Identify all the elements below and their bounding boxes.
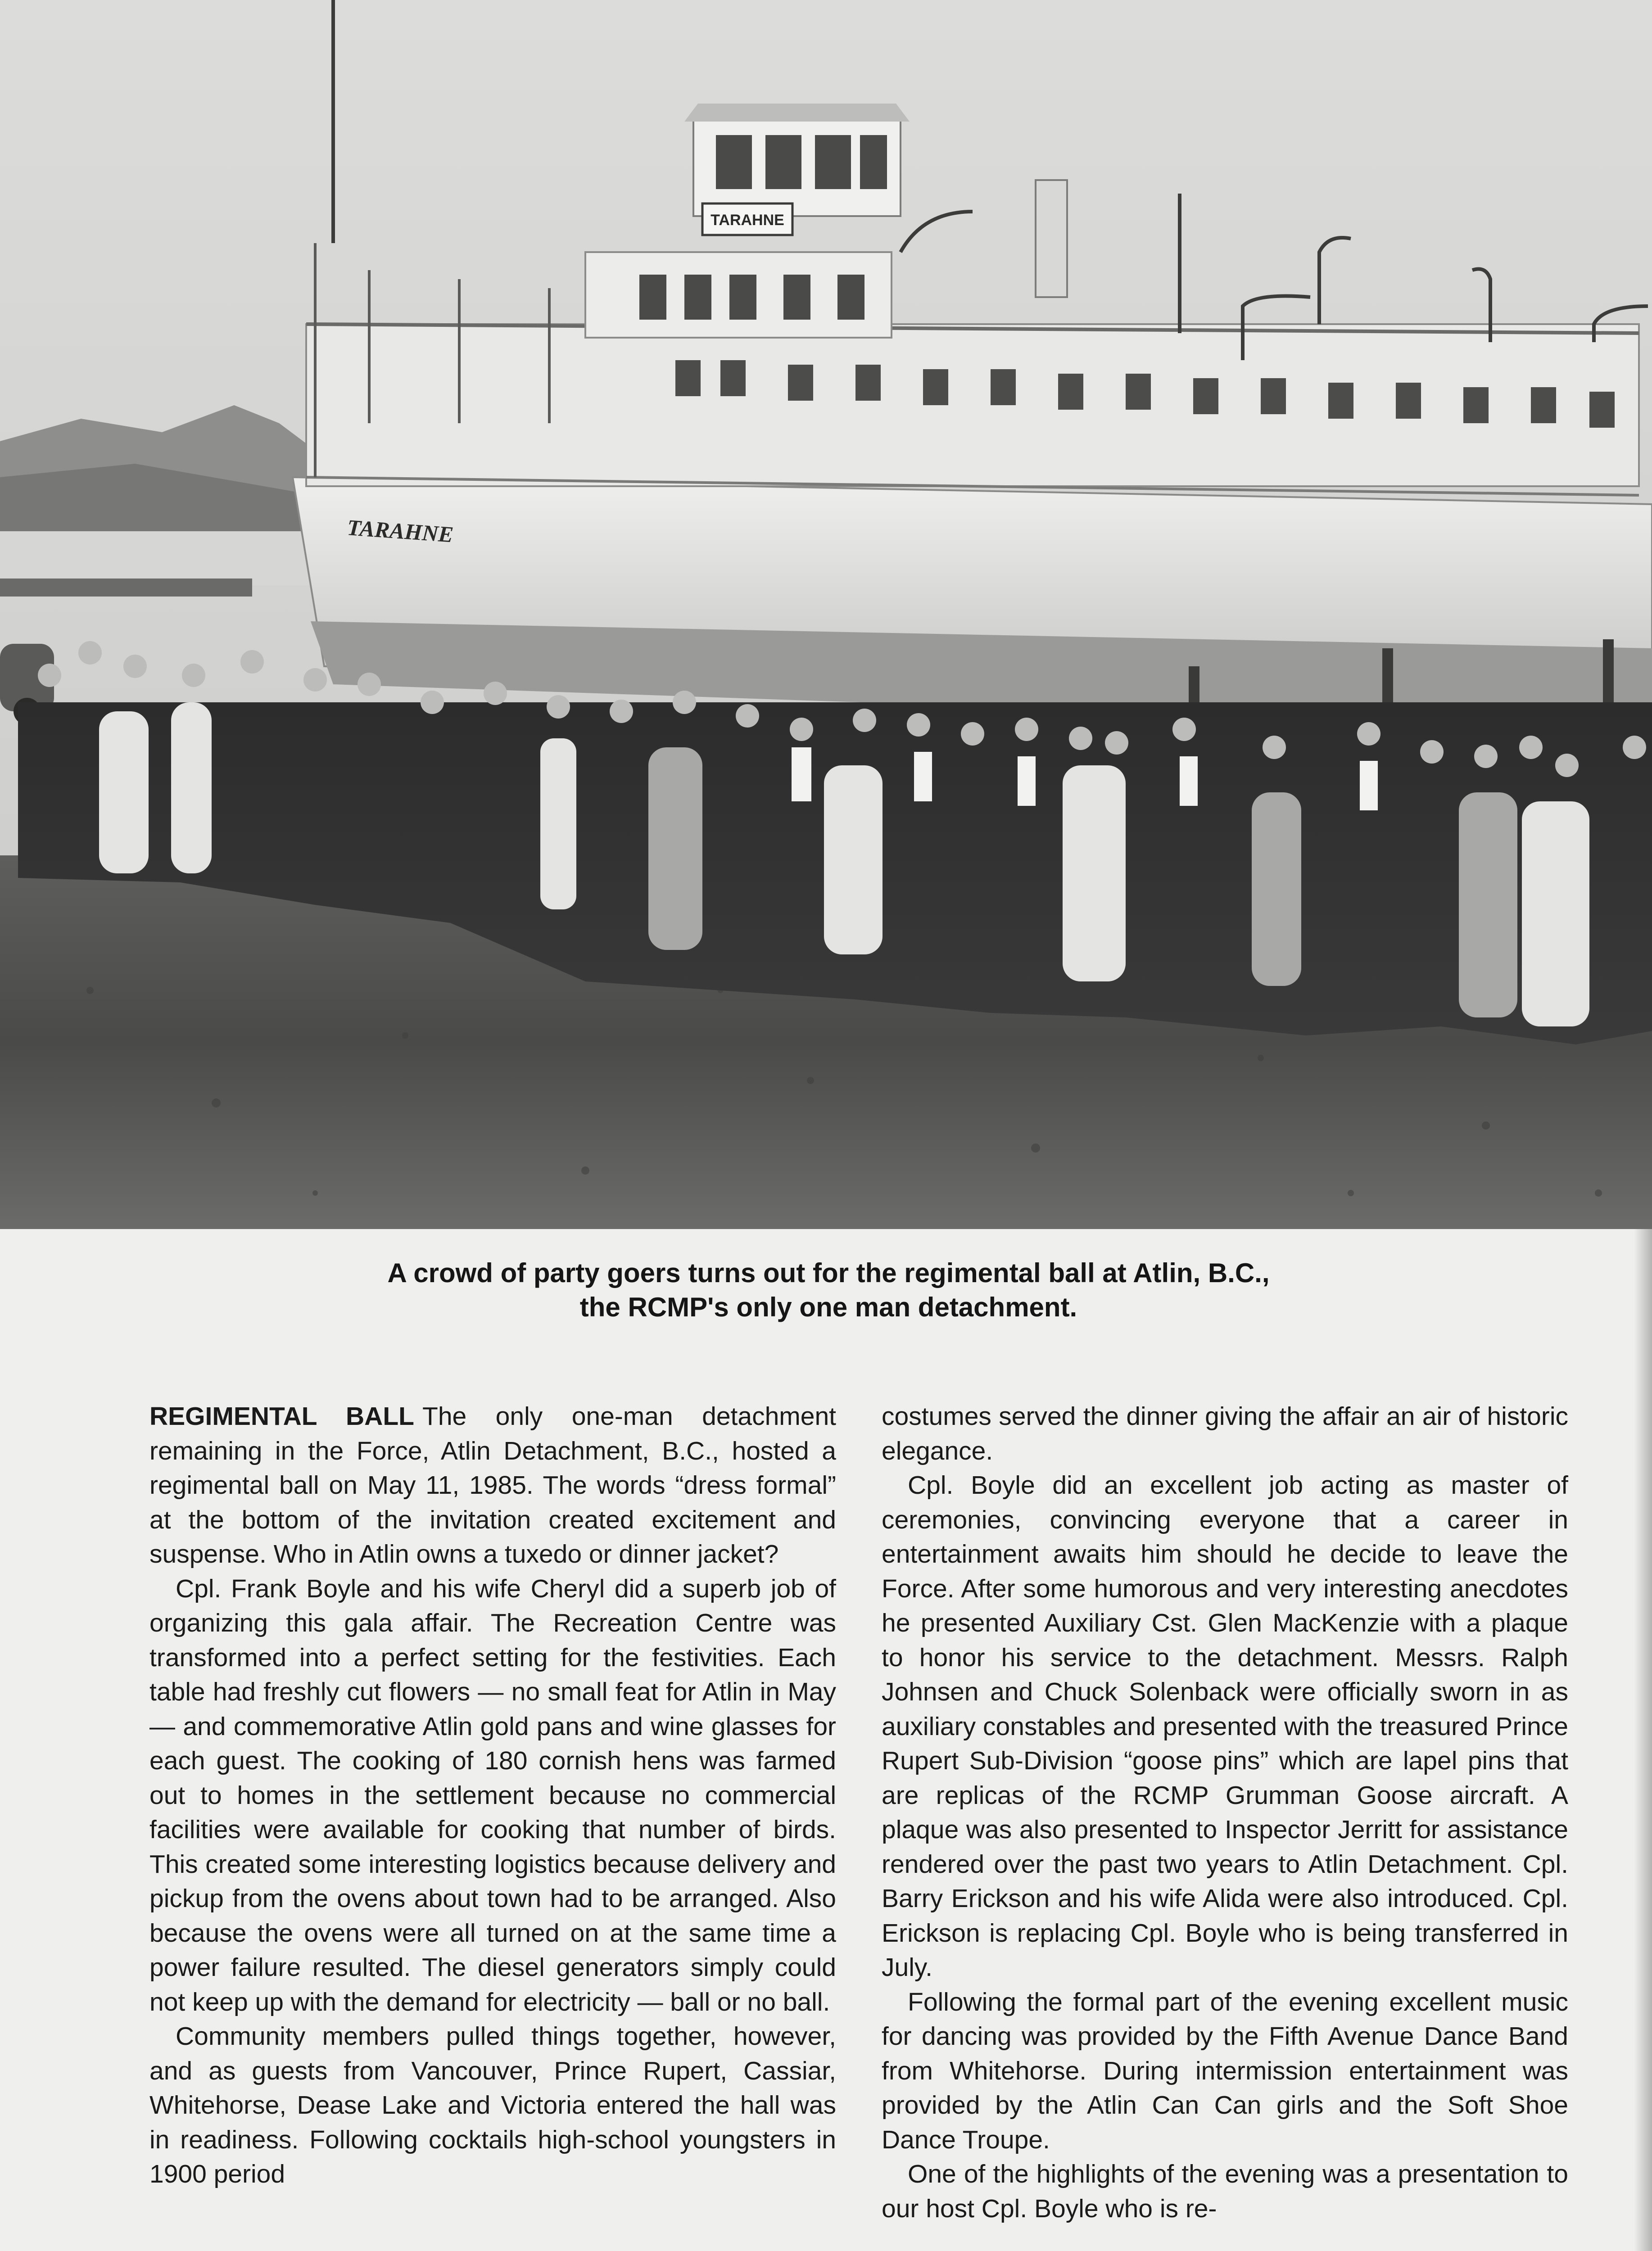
article-paragraph xyxy=(149,1399,836,1572)
article-paragraph: costumes served the dinner giving the affair an air of historic elegance. xyxy=(882,1402,1568,1465)
article-paragraph: One of the highlights of the evening was a presentation to our host Cpl. Boyle who is re- xyxy=(882,2160,1568,2223)
article-paragraph: Cpl. Frank Boyle and his wife Cheryl did a superb job of organizing this gala affair. The Recreation Centre was transformed into a perfect setting for the festivities. Each table had freshly cut flowers — no small feat for Atlin in May — and commemorative Atlin gold pans and wine glasses for each guest. The cooking of 180 cornish hens was farmed out to homes in the settlement because no commercial facilities were available for cooking that number of birds. This created some interesting logistics because delivery and pickup from the ovens about town had to be arranged. Also because the ovens were all turned on at the same time a power failure resulted. The diesel generators simply could not keep up with the demand for electricity — ball or no ball. xyxy=(149,1574,836,2016)
article-column-left xyxy=(149,1399,836,2192)
article-paragraph: Following the formal part of the evening excellent music for dancing was provided by the Fifth Avenue Dance Band from Whitehorse. During intermission entertainment was provided by the Atlin Can Can girls and the Soft Shoe Dance Troupe. xyxy=(882,1987,1568,2154)
article-paragraph: Community members pulled things together, however, and as guests from Vancouver, Prince Rupert, Cassiar, Whitehorse, Dease Lake and Victoria entered the hall was in readiness. Following cocktails high-school youngsters in 1900 period xyxy=(149,2022,836,2188)
wheelhouse-sign: TARAHNE xyxy=(711,212,784,229)
article-column-right xyxy=(882,1399,1568,2226)
article-heading: REGIMENTAL BALL xyxy=(149,1402,414,1431)
photo-caption xyxy=(252,1256,1405,1324)
hull-lettering: TARAHNE xyxy=(346,515,454,547)
article-paragraph: Cpl. Boyle did an excellent job acting as master of ceremonies, convincing everyone that a career in entertainment awaits him should he decide to leave the Force. After some humorous and very interesting anecdotes he presented Auxiliary Cst. Glen MacKenzie with a plaque to honor his service to the detachment. Messrs. Ralph Johnsen and Chuck Solenback were officially sworn in as auxiliary constables and presented with the treasured Prince Rupert Sub-Division “goose pins” which are lapel pins that are replicas of the RCMP Grumman Goose aircraft. A plaque was also presented to Inspector Jerritt for assistance rendered over the past two years to Atlin Detachment. Cpl. Barry Erickson and his wife Alida were also introduced. Cpl. Erickson is replacing Cpl. Boyle who is being transferred in July. xyxy=(882,1471,1568,1982)
caption-line-2: the RCMP's only one man detachment. xyxy=(579,1292,1077,1322)
paragraph-text: The only one-man detachment remaining in the Force, Atlin Detachment, B.C., hosted a regimental ball on May 11, 1985. The words “dress formal” at the bottom of the invitation created excitement and suspense. Who in Atlin owns a tuxedo or dinner jacket? xyxy=(149,1402,837,1568)
caption-line-1: A crowd of party goers turns out for the regimental ball at Atlin, B.C., xyxy=(387,1258,1270,1288)
